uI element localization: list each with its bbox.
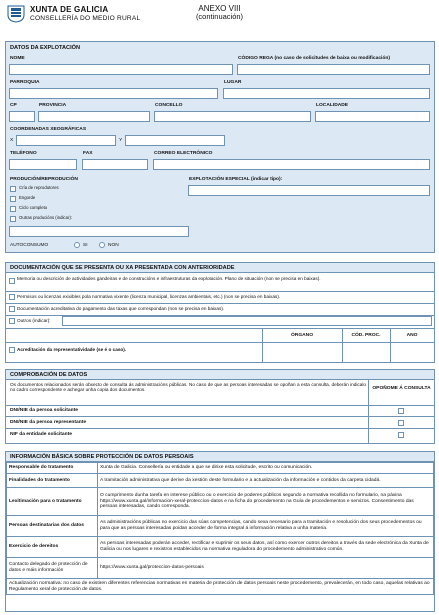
cp-label: CP — [10, 103, 17, 108]
production-option-label-3: Outras producións (indicar): — [19, 215, 73, 220]
privacy-row-label: Lexitimación para o tratamento — [7, 488, 98, 516]
data-check-section — [5, 369, 435, 444]
department-name: CONSELLERÍA DO MEDIO RURAL — [30, 15, 141, 22]
privacy-row — [7, 558, 434, 579]
cp-field[interactable] — [9, 111, 35, 122]
privacy-row-link[interactable]: https://www.xunta.gal/proteccion-datos-persoais — [98, 558, 434, 579]
privacy-row-label: Exercicio de dereitos — [7, 537, 98, 558]
privacy-row — [7, 537, 434, 558]
privacy-row-text: O cumprimento dunha tarefa en interese público ou o exercicio de poderes públicos segundo a normativa recollida no formulario, na páxina https://www.xunta.gal/informacion-xeral-proteccion-datos e na ficha do procedemento na Guía de procedementos e servizos. Consentimento das persoas interesadas, cando corresponda. — [98, 488, 434, 516]
privacy-section — [5, 451, 435, 612]
farm-section — [5, 41, 435, 253]
brand-name: XUNTA DE GALICIA — [30, 5, 109, 14]
privacy-row — [7, 463, 434, 474]
other-label: Outros (indicar): — [17, 318, 51, 323]
production-option-label-1: Engorde — [19, 195, 36, 200]
production-option-label-2: Ciclo completo — [19, 205, 48, 210]
check-row-label-2: NIF da entidade solicitante — [10, 432, 72, 437]
production-option-checkbox-1[interactable] — [10, 196, 16, 202]
privacy-row-text: As persoas interesadas poderán acceder, rectificar e suprimir os seus datos, así como exercer outros dereitos a través da sede electrónica da Xunta de Galicia ou nos lugares e rexistros establecidos na normativa reguladora do procedemento administrativo común. — [98, 537, 434, 558]
province-field[interactable] — [38, 111, 150, 122]
doc-checkbox-0[interactable] — [9, 278, 15, 284]
oppose-checkbox-1[interactable] — [398, 420, 404, 426]
x-coordinate-field[interactable] — [16, 135, 116, 146]
locality-field[interactable] — [315, 111, 430, 122]
locality-label: LOCALIDADE — [316, 103, 349, 108]
y-label: Y — [119, 138, 123, 143]
privacy-row — [7, 474, 434, 488]
data-check-intro: Os documentos relacionados serán obxecto de consulta ás administracións públicas. No caso de que as persoas interesadas se opoñan a esta consulta, deberán indicalo no cadro correspondente e achegar unha copia dos documentos. — [10, 382, 366, 393]
special-label: EXPLOTACIÓN ESPECIAL (indicar tipo): — [189, 177, 283, 182]
name-field[interactable] — [9, 64, 233, 75]
name-label: NOME — [10, 56, 25, 61]
production-option-checkbox-0[interactable] — [10, 186, 16, 192]
doc-item-2: Documentación acreditativa do pagamento das taxas que correspondan (non se precisa en baixas). — [17, 306, 225, 311]
rega-field[interactable] — [237, 64, 430, 75]
coords-label: COORDENADAS XEOGRÁFICAS — [10, 127, 87, 132]
privacy-row — [7, 516, 434, 537]
selfconsumption-yes-radio[interactable] — [74, 242, 80, 248]
year-header: ANO — [406, 333, 418, 338]
privacy-row — [7, 488, 434, 516]
annex-continuation: (continuación) — [195, 12, 244, 21]
yes-label: SI — [83, 243, 88, 248]
privacy-footer-row — [7, 579, 434, 595]
organ-header: ÓRGANO — [290, 333, 313, 338]
check-row-label-1: DNI/NIE da persoa representante — [10, 420, 87, 425]
doc-item-1: Permisos ou licenzas exixibles pola normativa vixente (licenza municipal, licenzas ambientais, etc.) (non se precisa en baixas). — [17, 294, 281, 299]
privacy-row-text: As administracións públicas no exercicio das súas competencias, cando sexa necesario para a tramitación e resolución dos seus procedementos ou para que as persoas interesadas poidan acceder de forma integral á información relativa a unha materia. — [98, 516, 434, 537]
doc-checkbox-2[interactable] — [9, 306, 15, 312]
privacy-row-text: Xunta de Galicia. Consellería ou entidade a que se dirixe esta solicitude, escrito ou comunicación. — [98, 463, 434, 474]
production-option-checkbox-2[interactable] — [10, 206, 16, 212]
representation-checkbox[interactable] — [9, 347, 15, 353]
x-label: X — [10, 138, 14, 143]
farm-section-title: DATOS DA EXPLOTACIÓN — [10, 45, 81, 51]
fax-label: FAX — [83, 151, 93, 156]
production-label: PRODUCIÓN/REPRODUCIÓN — [10, 177, 78, 182]
y-coordinate-field[interactable] — [125, 135, 225, 146]
place-label: LUGAR — [224, 80, 242, 85]
email-label: CORREO ELECTRÓNICO — [154, 151, 213, 156]
other-production-field[interactable] — [9, 226, 189, 237]
production-option-label-0: Cría de reprodutores — [19, 185, 59, 190]
rega-label: CÓDIGO REGA (no caso de solicitudes de baixa ou modificación) — [238, 56, 390, 61]
documentation-title: DOCUMENTACIÓN QUE SE PRESENTA OU XA PRESENTADA CON ANTERIORIDADE — [10, 265, 235, 271]
other-doc-field[interactable] — [62, 316, 432, 326]
annex-title: ANEXO VIII — [198, 4, 241, 13]
place-field[interactable] — [223, 88, 430, 99]
parish-field[interactable] — [9, 88, 218, 99]
production-option-checkbox-3[interactable] — [10, 216, 16, 222]
oppose-checkbox-0[interactable] — [398, 408, 404, 414]
special-field[interactable] — [188, 185, 430, 196]
check-row-label-0: DNI/NIE da persoa solicitante — [10, 408, 78, 413]
privacy-row-text: A tramitación administrativa que derive da xestión deste formulario e a actualización da información e contidos da carpeta cidadá. — [98, 474, 434, 488]
representation-label: Acreditación da representatividade (se é o caso). — [17, 347, 127, 352]
parish-label: PARROQUIA — [10, 80, 40, 85]
doc-checkbox-other[interactable] — [9, 318, 15, 324]
email-field[interactable] — [153, 159, 430, 170]
privacy-row-label: Finalidades do tratamento — [7, 474, 98, 488]
selfconsumption-label: AUTOCONSUMO — [10, 243, 49, 248]
privacy-row-label: Responsable do tratamento — [7, 463, 98, 474]
council-label: CONCELLO — [155, 103, 183, 108]
documentation-section — [5, 262, 435, 363]
oppose-header: OPOÑOME Á CONSULTA — [372, 386, 431, 391]
council-field[interactable] — [154, 111, 311, 122]
doc-item-0: Memoria ou descrición de actividades gandeiras e de construcións e infraestruturas da explotación. Plano de situación (non se precisa en baixas). — [17, 276, 321, 281]
privacy-row-label: Persoas destinatarias dos datos — [7, 516, 98, 537]
privacy-footer: Actualización normativa: no caso de existiren diferentes referencias normativas en materia de protección de datos persoais neste procedemento, prevalecerán, en todo caso, aquelas relativas ao Regulamento xeral de protección de datos. — [7, 579, 434, 595]
oppose-checkbox-2[interactable] — [398, 432, 404, 438]
privacy-row-label: Contacto delegado de protección de datos e máis información — [7, 558, 98, 579]
no-label: NON — [108, 243, 119, 248]
phone-field[interactable] — [9, 159, 77, 170]
selfconsumption-no-radio[interactable] — [99, 242, 105, 248]
code-header: CÓD. PROC. — [351, 333, 381, 338]
fax-field[interactable] — [82, 159, 148, 170]
province-label: PROVINCIA — [39, 103, 67, 108]
privacy-table — [6, 462, 434, 595]
phone-label: TELÉFONO — [10, 151, 37, 156]
privacy-title: INFORMACIÓN BÁSICA SOBRE PROTECCIÓN DE DATOS PERSOAIS — [10, 454, 194, 460]
data-check-title: COMPROBACIÓN DE DATOS — [10, 372, 88, 378]
doc-checkbox-1[interactable] — [9, 294, 15, 300]
